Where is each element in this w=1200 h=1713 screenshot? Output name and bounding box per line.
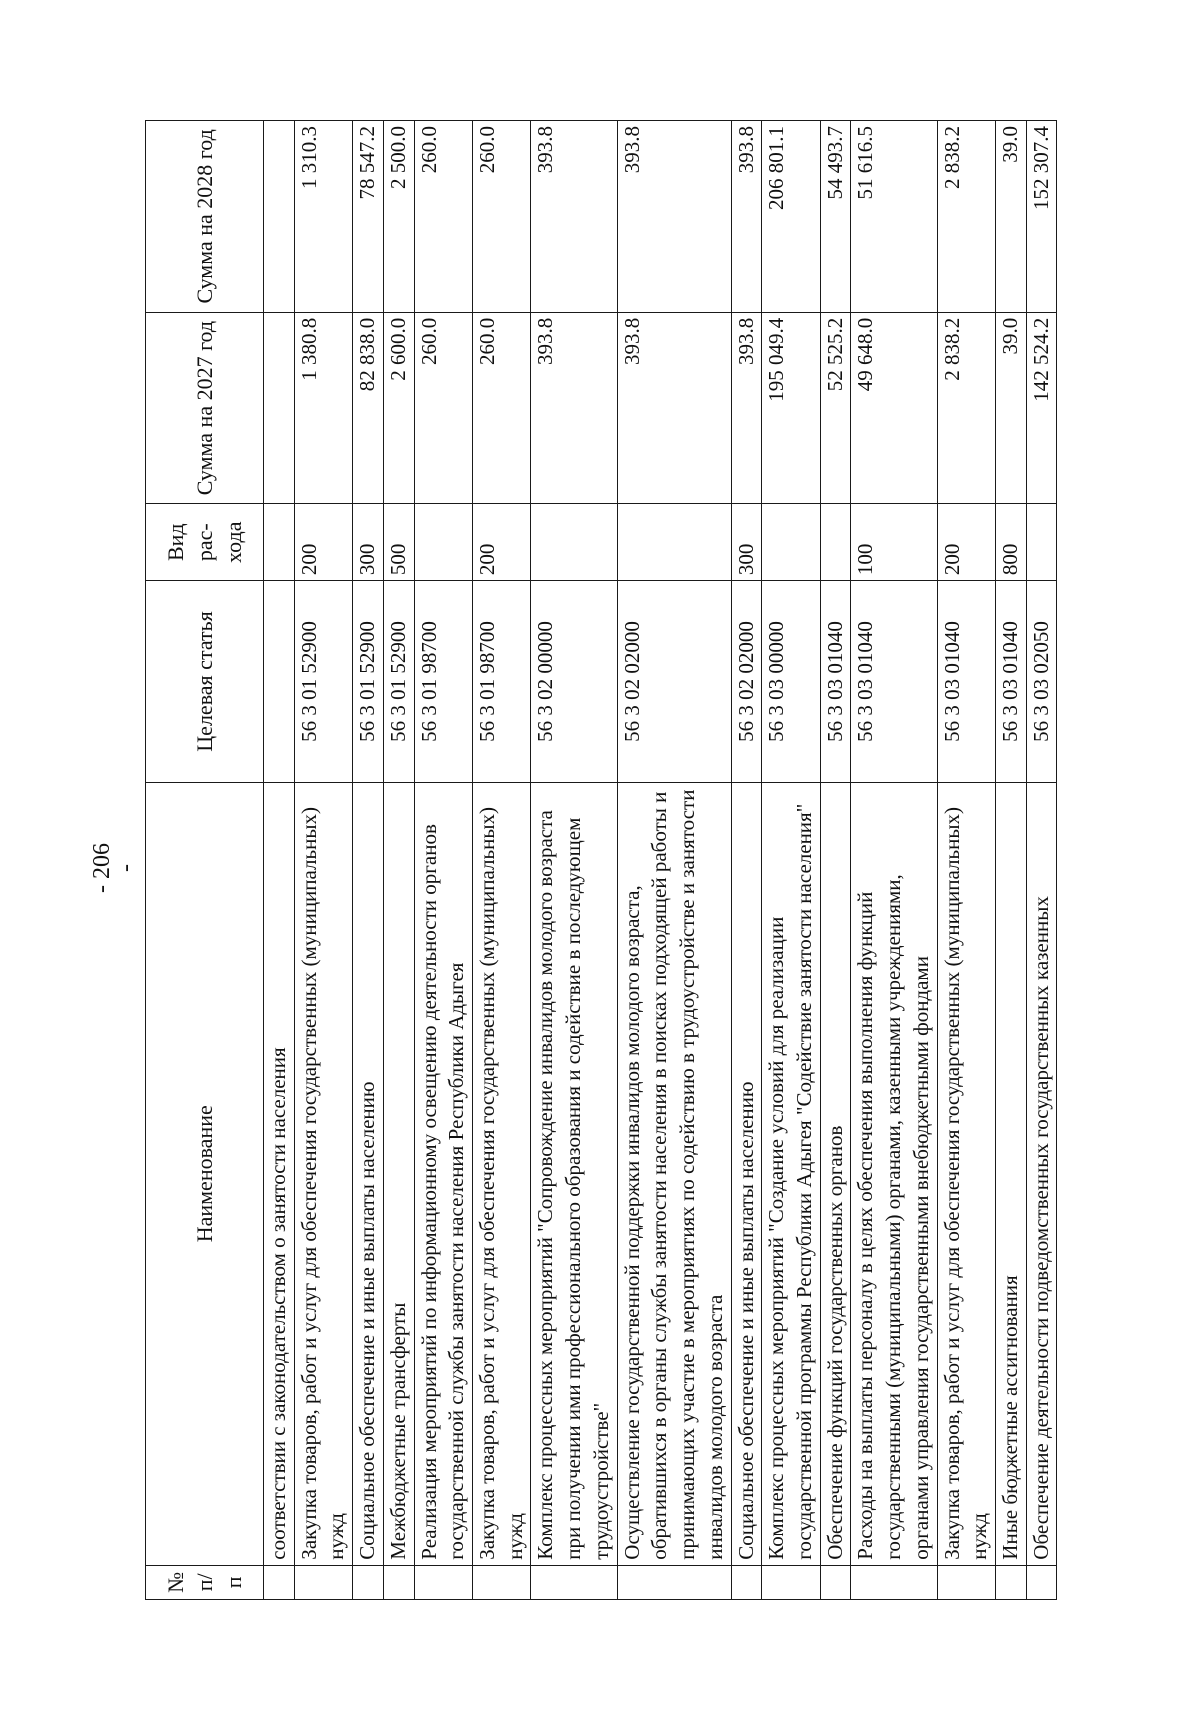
cell-sum-2028: 51 616.5 — [851, 121, 937, 313]
cell-target-article: 56 3 02 00000 — [531, 581, 617, 783]
cell-sum-2028: 152 307.4 — [1026, 121, 1057, 313]
cell-expense-type: 200 — [294, 504, 352, 581]
cell-number — [731, 1565, 762, 1599]
header-sum-2027: Сумма на 2027 год — [146, 312, 264, 504]
cell-name: Иные бюджетные ассигнования — [995, 782, 1026, 1565]
cell-target-article: 56 3 03 00000 — [762, 581, 820, 783]
table-row — [851, 121, 937, 1600]
cell-number — [473, 1565, 531, 1599]
cell-number — [1026, 1565, 1057, 1599]
table-row — [1026, 121, 1057, 1600]
table-row — [414, 121, 472, 1600]
cell-target-article: 56 3 01 52900 — [383, 581, 414, 783]
cell-sum-2027: 393.8 — [617, 312, 731, 504]
cell-sum-2027: 1 380.8 — [294, 312, 352, 504]
cell-number — [383, 1565, 414, 1599]
cell-name: Осуществление государственной поддержки инвалидов молодого возраста, обратившихся в органы службы занятости населения в поисках подходящей работы и принимающих участие в мероприятиях по содействию в трудоустройстве и занятости инвалидов молодого возраста — [617, 782, 731, 1565]
cell-sum-2027: 142 524.2 — [1026, 312, 1057, 504]
cell-name: Комплекс процессных мероприятий "Создание условий для реализации государственной программы Республики Адыгея "Содействие занятости населения" — [762, 782, 820, 1565]
cell-number — [264, 1565, 295, 1599]
cell-number — [531, 1565, 617, 1599]
cell-sum-2028: 393.8 — [731, 121, 762, 313]
cell-sum-2027: 49 648.0 — [851, 312, 937, 504]
cell-number — [937, 1565, 995, 1599]
table-row — [264, 121, 295, 1600]
cell-target-article: 56 3 03 01040 — [995, 581, 1026, 783]
cell-number — [995, 1565, 1026, 1599]
cell-number — [294, 1565, 352, 1599]
cell-name: Закупка товаров, работ и услуг для обеспечения государственных (муниципальных) нужд — [937, 782, 995, 1565]
header-name: Наименование — [146, 782, 264, 1565]
cell-number — [617, 1565, 731, 1599]
table-row — [617, 121, 731, 1600]
cell-expense-type: 200 — [937, 504, 995, 581]
page-number: - 206 - — [89, 843, 139, 893]
table-row — [937, 121, 995, 1600]
cell-number — [851, 1565, 937, 1599]
cell-name: Социальное обеспечение и иные выплаты населению — [353, 782, 384, 1565]
cell-sum-2027: 195 049.4 — [762, 312, 820, 504]
table-row — [531, 121, 617, 1600]
cell-target-article: 56 3 02 02000 — [731, 581, 762, 783]
table-row — [995, 121, 1026, 1600]
table-row — [473, 121, 531, 1600]
table-row — [294, 121, 352, 1600]
cell-name: Расходы на выплаты персоналу в целях обеспечения выполнения функций государственными (муниципальными) органами, казенными учреждениями, органами управления государственными внебюджетными фондами — [851, 782, 937, 1565]
header-number: № п/п — [146, 1565, 264, 1599]
cell-expense-type — [762, 504, 820, 581]
cell-expense-type — [414, 504, 472, 581]
cell-target-article: 56 3 01 98700 — [473, 581, 531, 783]
cell-target-article: 56 3 01 52900 — [353, 581, 384, 783]
cell-name: Обеспечение деятельности подведомственных государственных казенных — [1026, 782, 1057, 1565]
cell-sum-2028: 206 801.1 — [762, 121, 820, 313]
cell-sum-2027: 393.8 — [731, 312, 762, 504]
rotated-page-content — [145, 120, 1065, 1600]
table-row — [731, 121, 762, 1600]
table-row — [762, 121, 820, 1600]
cell-sum-2028: 54 493.7 — [820, 121, 851, 313]
cell-sum-2028: 2 838.2 — [937, 121, 995, 313]
cell-sum-2028: 2 500.0 — [383, 121, 414, 313]
cell-sum-2027: 2 838.2 — [937, 312, 995, 504]
cell-target-article: 56 3 03 01040 — [820, 581, 851, 783]
cell-target-article: 56 3 03 01040 — [937, 581, 995, 783]
cell-expense-type: 200 — [473, 504, 531, 581]
cell-sum-2027: 2 600.0 — [383, 312, 414, 504]
cell-sum-2027: 82 838.0 — [353, 312, 384, 504]
cell-number — [353, 1565, 384, 1599]
cell-sum-2028 — [264, 121, 295, 313]
cell-name: Социальное обеспечение и иные выплаты населению — [731, 782, 762, 1565]
cell-sum-2027 — [264, 312, 295, 504]
table-row — [383, 121, 414, 1600]
cell-expense-type: 300 — [353, 504, 384, 581]
cell-name: Закупка товаров, работ и услуг для обеспечения государственных (муниципальных) нужд — [473, 782, 531, 1565]
table-row — [820, 121, 851, 1600]
cell-target-article — [264, 581, 295, 783]
cell-number — [414, 1565, 472, 1599]
cell-expense-type — [1026, 504, 1057, 581]
cell-expense-type: 800 — [995, 504, 1026, 581]
cell-expense-type: 300 — [731, 504, 762, 581]
cell-name: Реализация мероприятий по информационному освещению деятельности органов государственной службы занятости населения Республики Адыгея — [414, 782, 472, 1565]
cell-expense-type: 500 — [383, 504, 414, 581]
cell-expense-type — [820, 504, 851, 581]
cell-target-article: 56 3 03 02050 — [1026, 581, 1057, 783]
cell-expense-type — [617, 504, 731, 581]
cell-sum-2028: 39.0 — [995, 121, 1026, 313]
cell-target-article: 56 3 03 01040 — [851, 581, 937, 783]
cell-number — [762, 1565, 820, 1599]
cell-sum-2028: 260.0 — [473, 121, 531, 313]
cell-sum-2027: 393.8 — [531, 312, 617, 504]
cell-name: Межбюджетные трансферты — [383, 782, 414, 1565]
cell-sum-2028: 1 310.3 — [294, 121, 352, 313]
cell-target-article: 56 3 01 52900 — [294, 581, 352, 783]
table-row — [353, 121, 384, 1600]
cell-sum-2027: 39.0 — [995, 312, 1026, 504]
cell-sum-2028: 260.0 — [414, 121, 472, 313]
cell-name: Комплекс процессных мероприятий "Сопровождение инвалидов молодого возраста при получении ими профессионального образования и содействие в последующем трудоустройстве" — [531, 782, 617, 1565]
cell-sum-2027: 260.0 — [473, 312, 531, 504]
cell-sum-2028: 78 547.2 — [353, 121, 384, 313]
cell-name: соответствии с законодательством о занятости населения — [264, 782, 295, 1565]
cell-expense-type: 100 — [851, 504, 937, 581]
cell-expense-type — [264, 504, 295, 581]
cell-name: Обеспечение функций государственных органов — [820, 782, 851, 1565]
cell-sum-2027: 260.0 — [414, 312, 472, 504]
cell-number — [820, 1565, 851, 1599]
header-target-article: Целевая статья — [146, 581, 264, 783]
cell-name: Закупка товаров, работ и услуг для обеспечения государственных (муниципальных) нужд — [294, 782, 352, 1565]
cell-target-article: 56 3 01 98700 — [414, 581, 472, 783]
budget-table — [145, 120, 1057, 1600]
cell-sum-2028: 393.8 — [531, 121, 617, 313]
header-expense-type: Вид рас- хода — [146, 504, 264, 581]
cell-sum-2027: 52 525.2 — [820, 312, 851, 504]
cell-expense-type — [531, 504, 617, 581]
cell-target-article: 56 3 02 02000 — [617, 581, 731, 783]
table-header-row — [146, 121, 264, 1600]
cell-sum-2028: 393.8 — [617, 121, 731, 313]
header-sum-2028: Сумма на 2028 год — [146, 121, 264, 313]
